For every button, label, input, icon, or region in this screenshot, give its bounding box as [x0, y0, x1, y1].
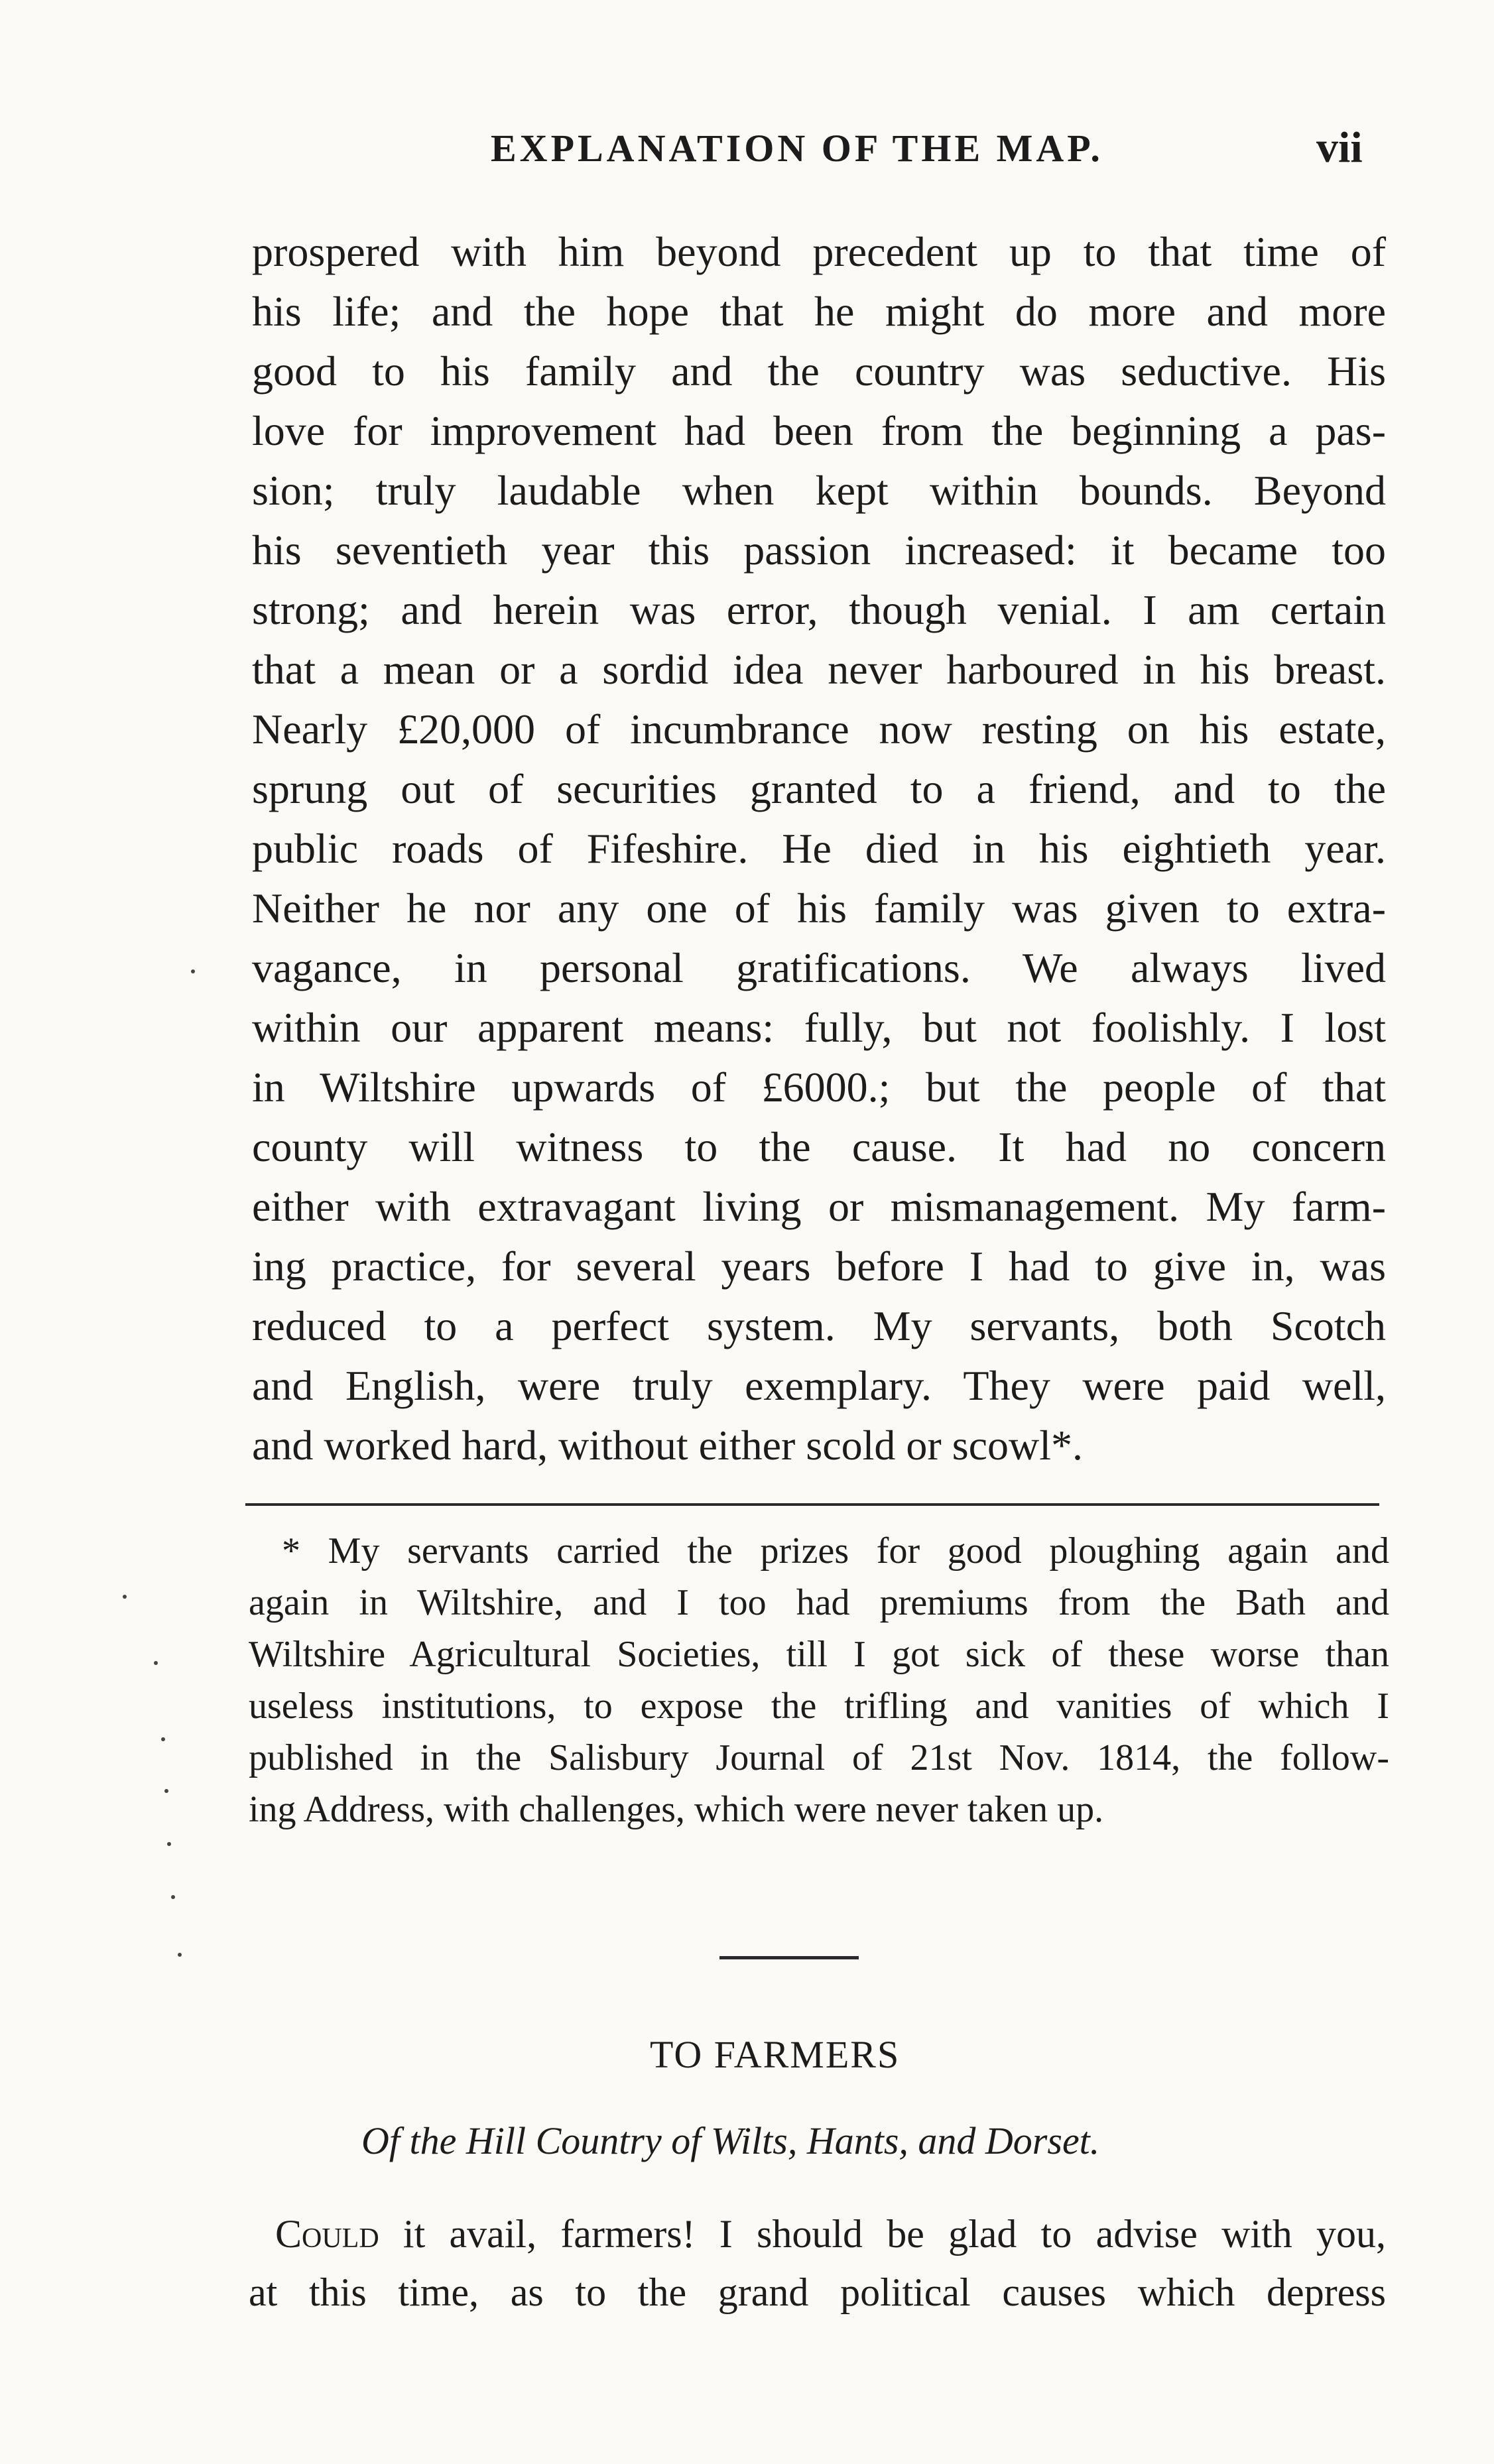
- main-text-block: [252, 222, 1386, 1475]
- text-line: his seventieth year this passion increased: it became too: [252, 526, 1386, 574]
- print-speck: [191, 969, 195, 973]
- section-title: TO FARMERS: [650, 2033, 901, 2076]
- footnote-block: [249, 1525, 1389, 1835]
- print-speck: [171, 1895, 175, 1899]
- section-divider-rule: [719, 1956, 859, 1959]
- text-line: that a mean or a sordid idea never harboured in his breast.: [252, 646, 1386, 693]
- text-line: good to his family and the country was seductive. His: [252, 347, 1386, 395]
- text-line: public roads of Fifeshire. He died in his eightieth year.: [252, 825, 1386, 872]
- print-speck: [167, 1842, 171, 1846]
- address-line: [249, 2205, 1386, 2263]
- text-line: ing practice, for several years before I had to give in, was: [252, 1243, 1386, 1290]
- text-line: Nearly £20,000 of incumbrance now resting on his estate,: [252, 706, 1386, 753]
- footnote-line: published in the Salisbury Journal of 21st Nov. 1814, the follow-: [249, 1737, 1389, 1778]
- text-line: sion; truly laudable when kept within bounds. Beyond: [252, 467, 1386, 514]
- text-line: within our apparent means: fully, but not foolishly. I lost: [252, 1004, 1386, 1051]
- text-line: county will witness to the cause. It had no concern: [252, 1123, 1386, 1170]
- print-speck: [161, 1737, 165, 1741]
- section-subtitle: Of the Hill Country of Wilts, Hants, and Dorset.: [361, 2119, 1100, 2162]
- address-line: at this time, as to the grand political causes which depress: [249, 2270, 1386, 2314]
- text-line: and English, were truly exemplary. They were paid well,: [252, 1362, 1386, 1409]
- text-line: vagance, in personal gratifications. We always lived: [252, 944, 1386, 991]
- footnote-line: ing Address, with challenges, which were never taken up.: [249, 1789, 1104, 1830]
- page-number: vii: [1316, 123, 1363, 172]
- text-line: in Wiltshire upwards of £6000.; but the people of that: [252, 1064, 1386, 1111]
- text-line: either with extravagant living or mismanagement. My farm-: [252, 1183, 1386, 1230]
- print-speck: [178, 1953, 182, 1957]
- footnote-divider-rule: [245, 1503, 1379, 1506]
- small-caps-lead: Could: [275, 2212, 379, 2256]
- running-head: EXPLANATION OF THE MAP.: [491, 127, 1103, 170]
- text-line: strong; and herein was error, though venial. I am certain: [252, 586, 1386, 633]
- address-line-rest: it avail, farmers! I should be glad to advise with you,: [379, 2212, 1386, 2256]
- text-line: reduced to a perfect system. My servants, both Scotch: [252, 1302, 1386, 1349]
- text-line: and worked hard, without either scold or scowl*.: [252, 1422, 1084, 1469]
- footnote-line: useless institutions, to expose the trifling and vanities of which I: [249, 1686, 1389, 1727]
- footnote-line: again in Wiltshire, and I too had premiums from the Bath and: [249, 1582, 1389, 1623]
- print-speck: [164, 1789, 168, 1793]
- footnote-line: Wiltshire Agricultural Societies, till I got sick of these worse than: [249, 1634, 1389, 1675]
- text-line: Neither he nor any one of his family was given to extra-: [252, 885, 1386, 932]
- text-line: love for improvement had been from the beginning a pas-: [252, 407, 1386, 454]
- text-line: prospered with him beyond precedent up to that time of: [252, 228, 1386, 275]
- text-line: sprung out of securities granted to a friend, and to the: [252, 765, 1386, 812]
- print-speck: [154, 1661, 158, 1665]
- footnote-line: * My servants carried the prizes for good ploughing again and: [282, 1530, 1389, 1571]
- address-text-block: [249, 2205, 1386, 2321]
- print-speck: [123, 1595, 127, 1599]
- text-line: his life; and the hope that he might do more and more: [252, 288, 1386, 335]
